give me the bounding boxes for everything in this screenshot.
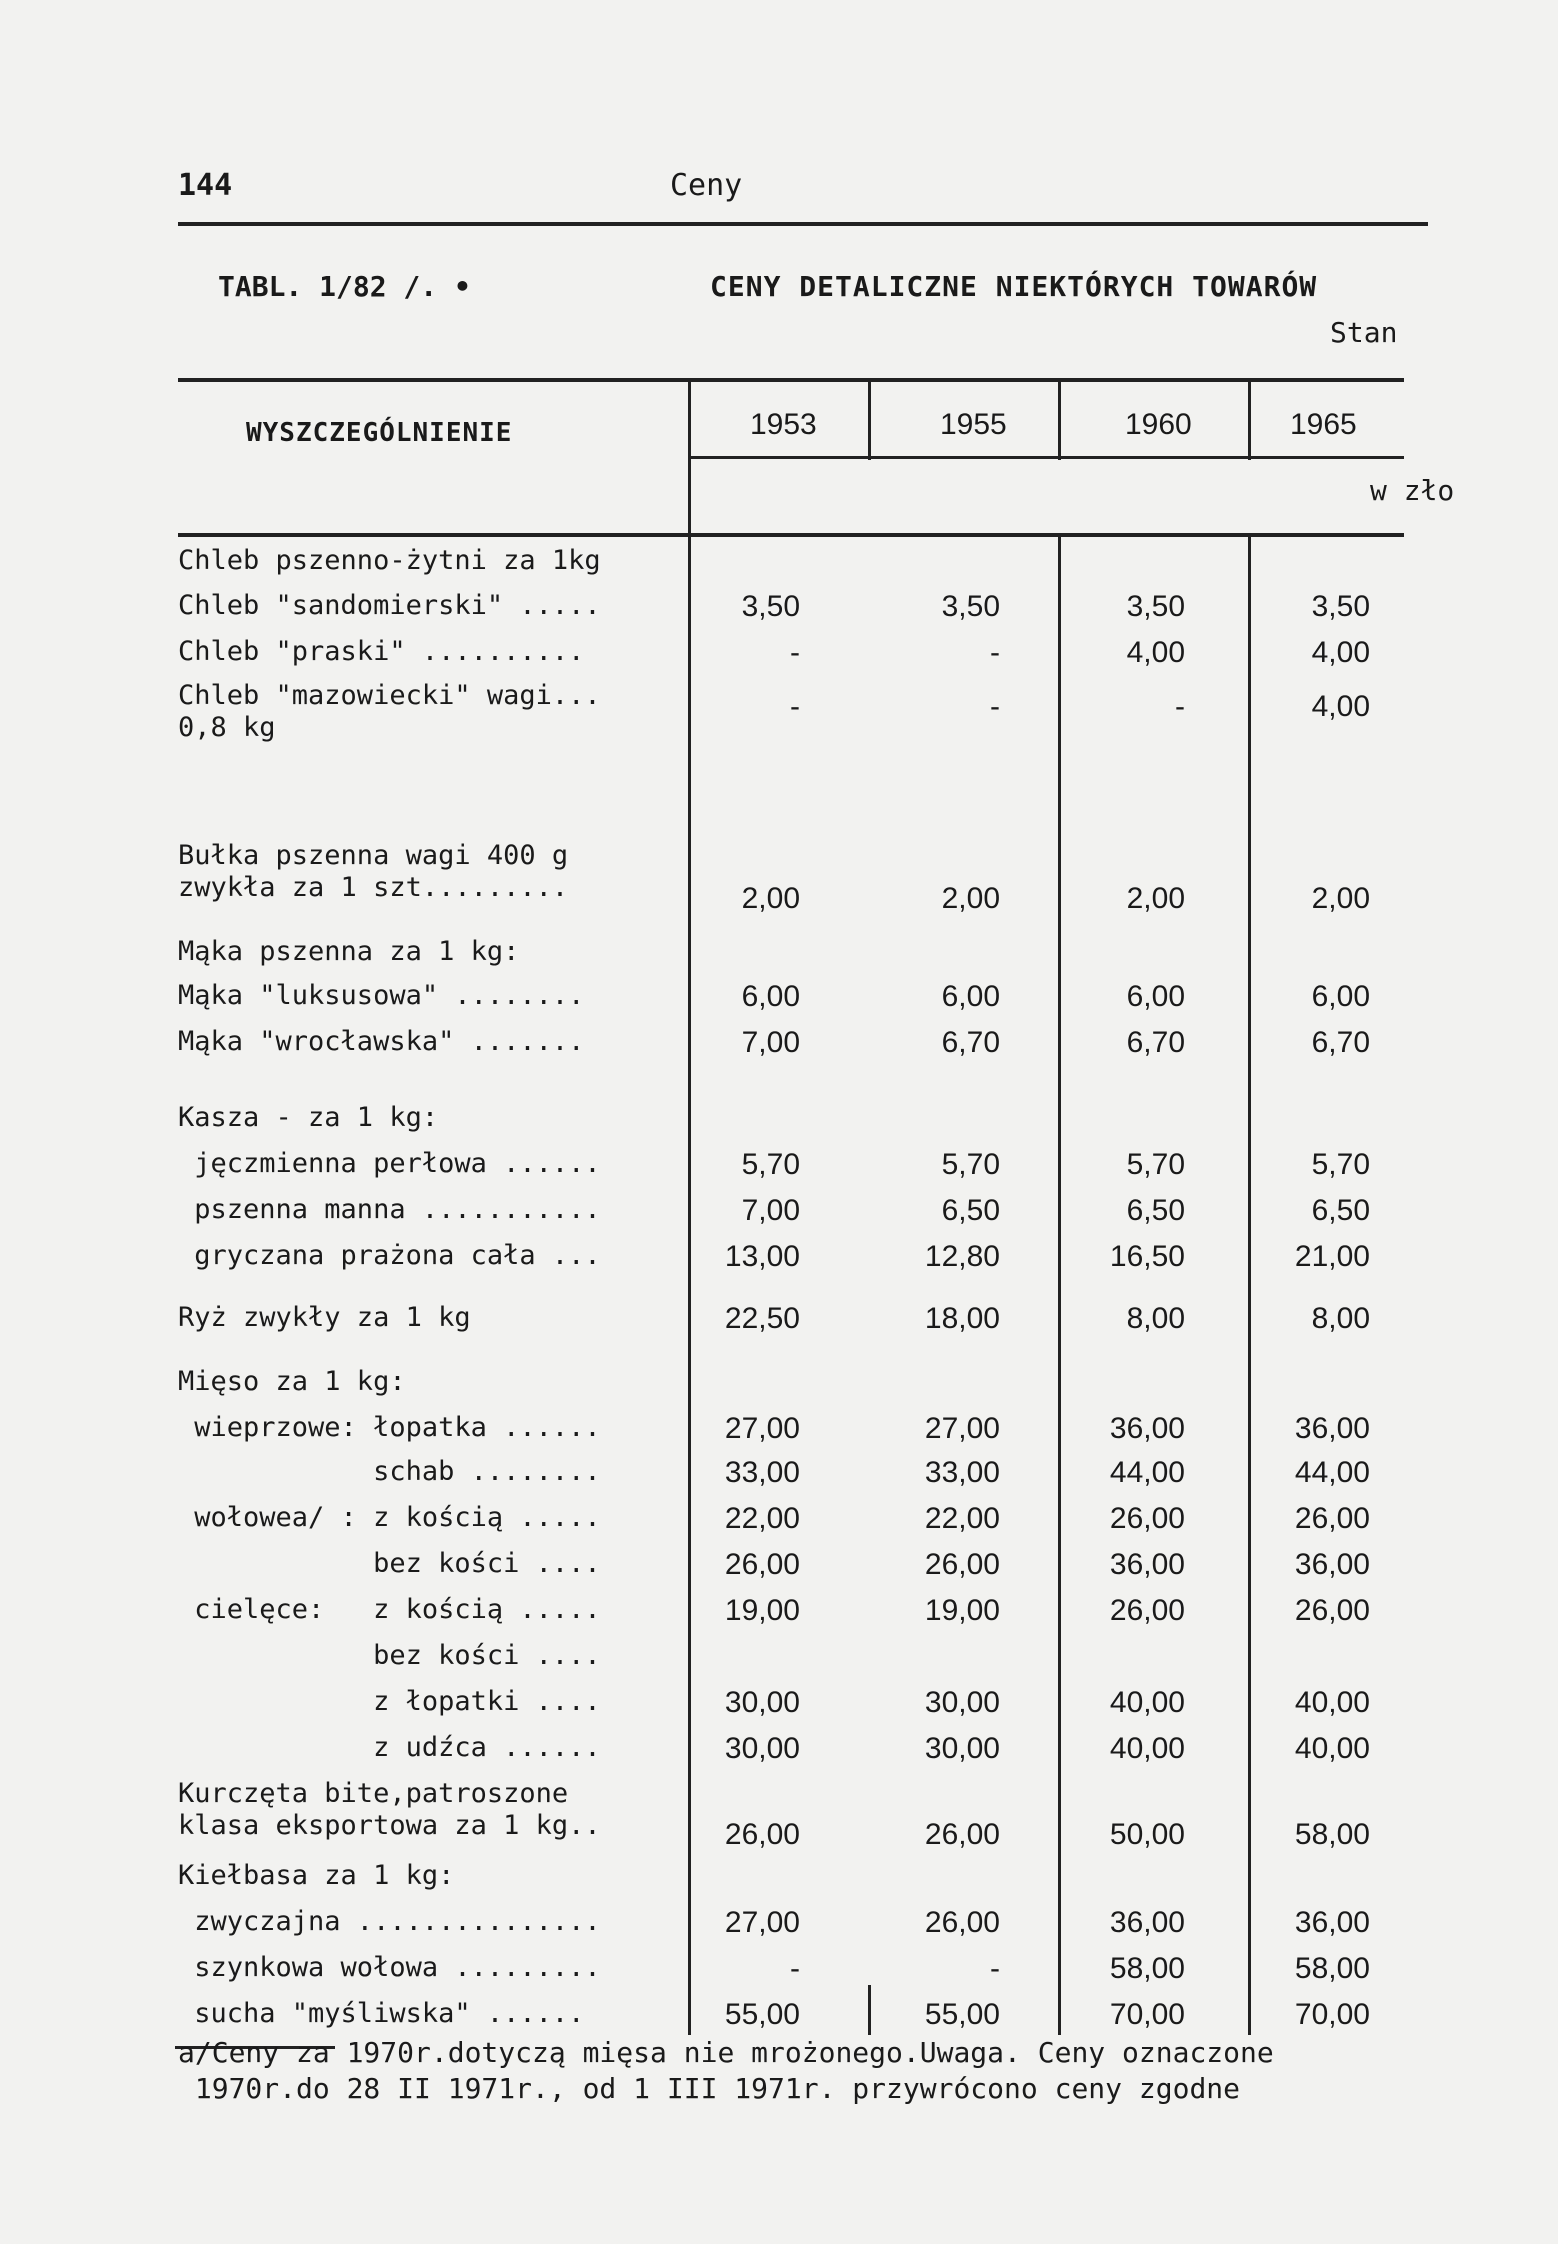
row-label: Bułka pszenna wagi 400 g zwykła za 1 szt.........: [178, 840, 569, 903]
cell-1960: 40,00: [1109, 1686, 1185, 1719]
table-label: TABL. 1/82 /. •: [218, 270, 471, 303]
column-divider-1960-head: [1058, 380, 1061, 460]
cell-1960: 36,00: [1109, 1906, 1185, 1939]
cell-1960: 44,00: [1109, 1456, 1185, 1489]
unit-label: w zło: [1370, 474, 1455, 507]
cell-1965: 44,00: [1294, 1456, 1370, 1489]
cell-1965: 8,00: [1311, 1302, 1370, 1335]
cell-1960: 4,00: [1126, 636, 1185, 669]
cell-1960: 50,00: [1109, 1818, 1185, 1851]
cell-1953: 33,00: [724, 1456, 800, 1489]
row-label: wołowea/ : z kością .....: [178, 1502, 601, 1533]
cell-1960: 36,00: [1109, 1548, 1185, 1581]
cell-1965: 58,00: [1294, 1952, 1370, 1985]
cell-1965: 4,00: [1311, 690, 1370, 723]
running-title: Ceny: [670, 168, 743, 203]
cell-1960: 26,00: [1109, 1502, 1185, 1535]
cell-1953: 5,70: [741, 1148, 800, 1181]
cell-1953: -: [790, 690, 800, 723]
column-divider-1955-head: [868, 380, 871, 460]
row-label: Chleb "sandomierski" .....: [178, 590, 601, 621]
table-state-label: Stan: [1330, 316, 1398, 349]
cell-1965: 6,70: [1311, 1026, 1370, 1059]
cell-1955: -: [990, 690, 1000, 723]
row-label: bez kości ....: [178, 1640, 601, 1671]
row-label: wieprzowe: łopatka ......: [178, 1412, 601, 1443]
year-header-1953: 1953: [750, 408, 817, 441]
cell-1953: 22,50: [724, 1302, 800, 1335]
cell-1955: 22,00: [924, 1502, 1000, 1535]
cell-1953: 3,50: [741, 590, 800, 623]
cell-1953: 27,00: [724, 1906, 800, 1939]
row-label: Mąka "luksusowa" ........: [178, 980, 585, 1011]
cell-1965: 40,00: [1294, 1686, 1370, 1719]
row-label: z udźca ......: [178, 1732, 601, 1763]
year-header-rule: [690, 456, 1404, 459]
row-label: gryczana prażona cała ...: [178, 1240, 601, 1271]
cell-1953: 13,00: [724, 1240, 800, 1273]
cell-1953: -: [790, 636, 800, 669]
cell-1965: 21,00: [1294, 1240, 1370, 1273]
row-label: zwyczajna ...............: [178, 1906, 601, 1937]
footnote-line-2: 1970r.do 28 II 1971r., od 1 III 1971r. przywrócono ceny zgodne: [178, 2072, 1241, 2105]
row-label: sucha "myśliwska" ......: [178, 1998, 585, 2029]
cell-1960: 8,00: [1126, 1302, 1185, 1335]
cell-1965: 3,50: [1311, 590, 1370, 623]
cell-1955: 19,00: [924, 1594, 1000, 1627]
cell-1953: 6,00: [741, 980, 800, 1013]
cell-1953: 27,00: [724, 1412, 800, 1445]
cell-1960: 3,50: [1126, 590, 1185, 623]
row-label: Chleb pszenno-żytni za 1kg: [178, 545, 601, 576]
row-label: z łopatki ....: [178, 1686, 601, 1717]
cell-1953: 26,00: [724, 1818, 800, 1851]
cell-1955: 6,00: [941, 980, 1000, 1013]
cell-1960: 6,00: [1126, 980, 1185, 1013]
row-label: Kurczęta bite,patroszone klasa eksportowa za 1 kg..: [178, 1778, 601, 1841]
cell-1953: 22,00: [724, 1502, 800, 1535]
cell-1955: 27,00: [924, 1412, 1000, 1445]
column-divider-1965-head: [1248, 380, 1251, 460]
cell-1960: 6,70: [1126, 1026, 1185, 1059]
row-label: Ryż zwykły za 1 kg: [178, 1302, 471, 1333]
cell-1960: 2,00: [1126, 882, 1185, 915]
cell-1965: 4,00: [1311, 636, 1370, 669]
cell-1965: 6,50: [1311, 1194, 1370, 1227]
cell-1955: 30,00: [924, 1686, 1000, 1719]
column-divider-1960: [1058, 533, 1061, 2035]
cell-1953: 55,00: [724, 1998, 800, 2031]
cell-1965: 26,00: [1294, 1502, 1370, 1535]
page-number: 144: [178, 168, 233, 203]
cell-1955: 5,70: [941, 1148, 1000, 1181]
row-label: Mąka "wrocławska" .......: [178, 1026, 585, 1057]
cell-1953: -: [790, 1952, 800, 1985]
cell-1965: 36,00: [1294, 1906, 1370, 1939]
row-label: Mąka pszenna za 1 kg:: [178, 936, 520, 967]
cell-1955: 3,50: [941, 590, 1000, 623]
cell-1955: 18,00: [924, 1302, 1000, 1335]
cell-1953: 30,00: [724, 1732, 800, 1765]
header-rule: [178, 222, 1428, 226]
cell-1965: 26,00: [1294, 1594, 1370, 1627]
cell-1965: 5,70: [1311, 1148, 1370, 1181]
cell-1965: 70,00: [1294, 1998, 1370, 2031]
cell-1960: -: [1175, 690, 1185, 723]
footnote-line-1: a/Ceny za 1970r.dotyczą mięsa nie mrożonego.Uwaga. Ceny oznaczone: [178, 2036, 1274, 2069]
cell-1955: -: [990, 1952, 1000, 1985]
cell-1955: -: [990, 636, 1000, 669]
row-label: Kiełbasa za 1 kg:: [178, 1860, 455, 1891]
cell-1955: 6,50: [941, 1194, 1000, 1227]
cell-1955: 2,00: [941, 882, 1000, 915]
table-title: CENY DETALICZNE NIEKTÓRYCH TOWARÓW: [710, 270, 1318, 303]
table-top-rule: [178, 378, 1404, 382]
cell-1960: 6,50: [1126, 1194, 1185, 1227]
row-label: jęczmienna perłowa ......: [178, 1148, 601, 1179]
cell-1953: 7,00: [741, 1026, 800, 1059]
cell-1965: 2,00: [1311, 882, 1370, 915]
row-label: szynkowa wołowa .........: [178, 1952, 601, 1983]
cell-1953: 19,00: [724, 1594, 800, 1627]
row-label: Kasza - za 1 kg:: [178, 1102, 439, 1133]
row-label: Chleb "praski" ..........: [178, 636, 585, 667]
cell-1955: 26,00: [924, 1906, 1000, 1939]
cell-1965: 36,00: [1294, 1548, 1370, 1581]
cell-1960: 70,00: [1109, 1998, 1185, 2031]
cell-1960: 40,00: [1109, 1732, 1185, 1765]
cell-1960: 26,00: [1109, 1594, 1185, 1627]
cell-1955: 6,70: [941, 1026, 1000, 1059]
cell-1965: 40,00: [1294, 1732, 1370, 1765]
table-header-bottom-rule: [178, 533, 1404, 537]
row-label: pszenna manna ...........: [178, 1194, 601, 1225]
column-divider-1965: [1248, 533, 1251, 2035]
row-label: bez kości ....: [178, 1548, 601, 1579]
cell-1955: 30,00: [924, 1732, 1000, 1765]
cell-1960: 36,00: [1109, 1412, 1185, 1445]
year-header-1955: 1955: [940, 408, 1007, 441]
row-label: cielęce: z kością .....: [178, 1594, 601, 1625]
row-label: Chleb "mazowiecki" wagi... 0,8 kg: [178, 680, 601, 743]
cell-1965: 58,00: [1294, 1818, 1370, 1851]
cell-1960: 58,00: [1109, 1952, 1185, 1985]
cell-1965: 6,00: [1311, 980, 1370, 1013]
cell-1960: 16,50: [1109, 1240, 1185, 1273]
year-header-1965: 1965: [1290, 408, 1357, 441]
cell-1955: 55,00: [924, 1998, 1000, 2031]
cell-1953: 26,00: [724, 1548, 800, 1581]
cell-1955: 12,80: [924, 1240, 1000, 1273]
cell-1953: 7,00: [741, 1194, 800, 1227]
cell-1953: 30,00: [724, 1686, 800, 1719]
row-label: schab ........: [178, 1456, 601, 1487]
cell-1965: 36,00: [1294, 1412, 1370, 1445]
cell-1955: 33,00: [924, 1456, 1000, 1489]
cell-1955: 26,00: [924, 1818, 1000, 1851]
stub-header: WYSZCZEGÓLNIENIE: [246, 418, 513, 448]
year-header-1960: 1960: [1125, 408, 1192, 441]
cell-1955: 26,00: [924, 1548, 1000, 1581]
cell-1960: 5,70: [1126, 1148, 1185, 1181]
cell-1953: 2,00: [741, 882, 800, 915]
row-label: Mięso za 1 kg:: [178, 1366, 406, 1397]
